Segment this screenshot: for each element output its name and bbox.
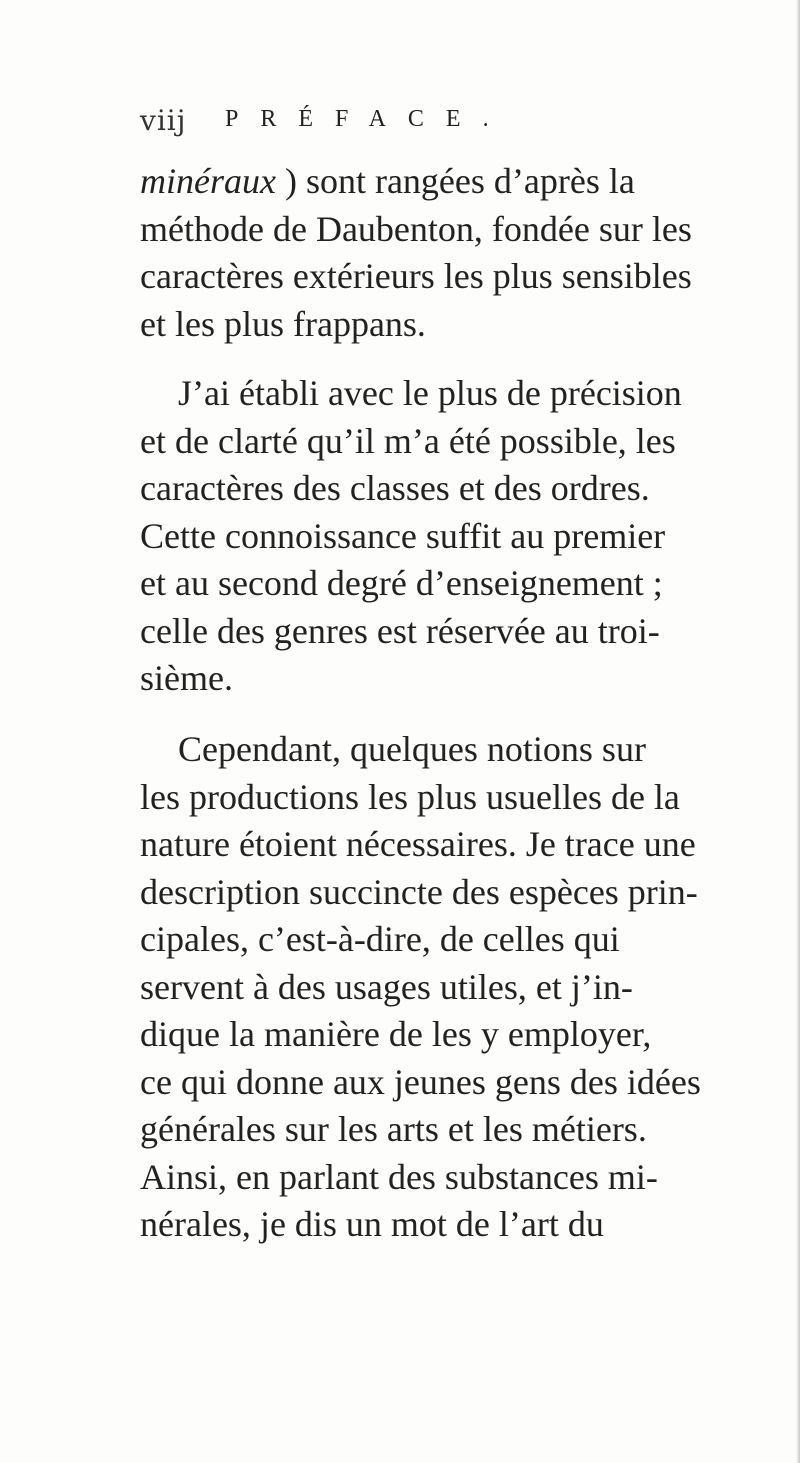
page-number: viij [140,104,187,137]
text-line: sième. [140,658,233,698]
text-line: et les plus frappans. [140,303,426,344]
text-line: méthode de Daubenton, fondée sur les [140,208,692,249]
text-line: ce qui donne aux jeunes gens des idées [140,1061,701,1102]
italic-word: minéraux [140,161,276,201]
text-line: servent à des usages utiles, et j’in- [140,966,633,1007]
text-line-rest: ) sont rangées d’après la [275,161,635,201]
text-line [140,158,780,206]
text-line: celle des genres est réservée au troi- [140,610,660,651]
text-line: dique la manière de les y employer, [140,1014,652,1054]
paragraph [140,158,780,348]
text-line: J’ai établi avec le plus de précision [178,373,682,413]
text-line: nature étoient nécessaires. Je trace une [140,824,696,864]
text-line: générales sur les arts et les métiers. [140,1109,647,1149]
text-line: et au second degré d’enseignement ; [140,563,663,603]
page-header [140,104,780,148]
text-line: et de clarté qu’il m’a été possible, les [140,420,676,461]
page-edge-shadow [796,0,800,1463]
text-line: nérales, je dis un mot de l’art du [140,1204,604,1244]
running-title: PRÉFACE. [225,106,511,132]
text-line: les productions les plus usuelles de la [140,776,680,817]
text-line: description succincte des espèces prin- [140,871,698,912]
text-line: cipales, c’est-à-dire, de celles qui [140,919,620,959]
text-line: caractères des classes et des ordres. [140,468,650,508]
text-line: Cependant, quelques notions sur [178,729,646,769]
paragraph [140,370,780,703]
text-line: Ainsi, en parlant des substances mi- [140,1156,658,1197]
text-line: caractères extérieurs les plus sensibles [140,256,692,296]
text-line: Cette connoissance suffit au premier [140,515,666,556]
paragraph [140,726,780,1249]
